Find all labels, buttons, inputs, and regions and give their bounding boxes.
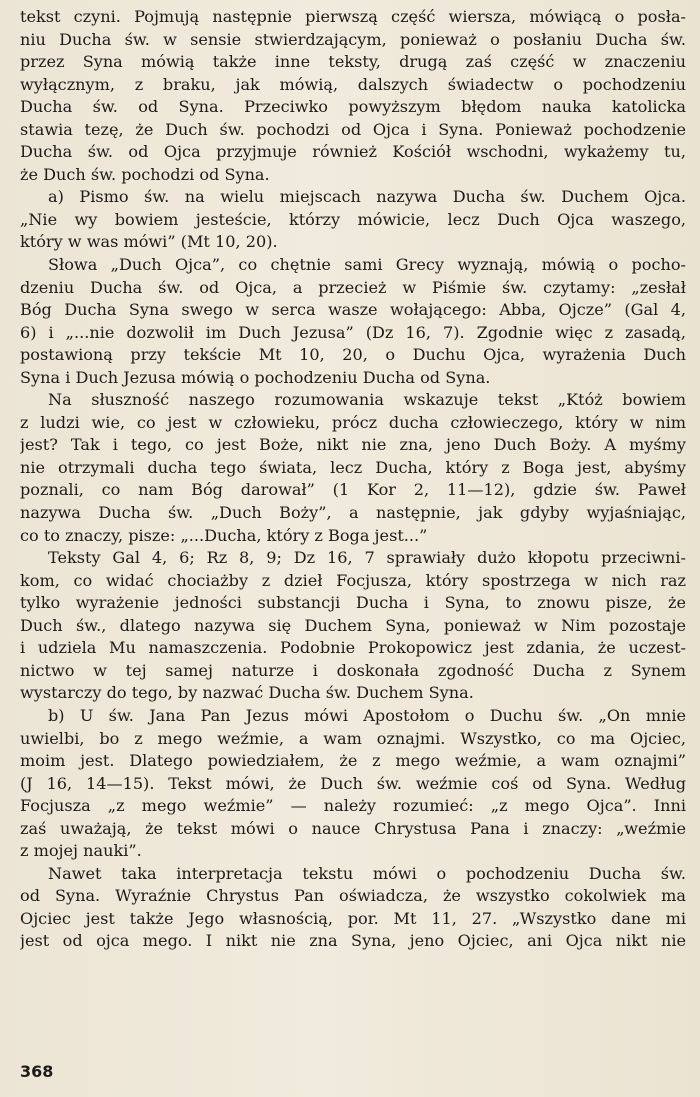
text-line: nictwo w tej samej naturze i doskonała zgodność Ducha z Synem: [20, 660, 686, 680]
text-line: 6) i „...nie dozwolił im Duch Jezusa” (Dz 16, 7). Zgodnie więc z zasadą,: [20, 322, 686, 342]
paragraph-nawet: [20, 863, 686, 953]
text-line: Focjusza „z mego weźmie” — należy rozumieć: „z mego Ojca”. Inni: [20, 796, 686, 816]
text-line: i udziela Mu namaszczenia. Podobnie Prokopowicz jest zdania, że uczest-: [20, 638, 686, 658]
text-line: wystarczy do tego, by nazwać Ducha św. Duchem Syna.: [20, 683, 474, 703]
paragraph-duch-ojca: [20, 254, 686, 389]
text-line: Teksty Gal 4, 6; Rz 8, 9; Dz 16, 7 sprawiały dużo kłopotu przeciwni-: [48, 548, 686, 568]
paragraph-a: [20, 186, 686, 254]
text-line: Ducha św. od Ojca przyjmuje również Kościół wschodni, wykażemy tu,: [20, 142, 686, 162]
text-line: stawia tezę, że Duch św. pochodzi od Ojca i Syna. Ponieważ pochodzenie: [20, 119, 686, 139]
text-line: b) U św. Jana Pan Jezus mówi Apostołom o Duchu św. „On mnie: [48, 705, 686, 725]
text-line: Ducha św. od Syna. Przeciwko powyższym błędom nauka katolicka: [20, 97, 686, 117]
page-number: 368: [20, 1062, 54, 1081]
text-line: zaś uważają, że tekst mówi o nauce Chrystusa Pana i znaczy: „weźmie: [20, 818, 686, 838]
text-line: Na słuszność naszego rozumowania wskazuje tekst „Któż bowiem: [48, 390, 686, 410]
text-line: że Duch św. pochodzi od Syna.: [20, 164, 270, 184]
paragraph-teksty: [20, 547, 686, 705]
text-line: od Syna. Wyraźnie Chrystus Pan oświadcza, że wszystko cokolwiek ma: [20, 886, 686, 906]
text-line: Duch św., dlatego nazywa się Duchem Syna, ponieważ w Nim pozostaje: [20, 615, 686, 635]
text-line: „Nie wy bowiem jesteście, którzy mówicie, lecz Duch Ojca waszego,: [20, 209, 686, 229]
text-line: Słowa „Duch Ojca”, co chętnie sami Grecy wyznają, mówią o pocho-: [48, 255, 686, 275]
text-line: nie otrzymali ducha tego świata, lecz Ducha, który z Boga jest, abyśmy: [20, 457, 686, 477]
body-text: [20, 6, 686, 953]
text-line: postawioną przy tekście Mt 10, 20, o Duchu Ojca, wyrażenia Duch: [20, 345, 686, 365]
paragraph-intro: [20, 6, 686, 186]
text-line: przez Syna mówią także inne teksty, drugą zaś część w znaczeniu: [20, 52, 686, 72]
text-line: co to znaczy, pisze: „...Ducha, który z Boga jest...”: [20, 525, 428, 545]
text-line: Nawet taka interpretacja tekstu mówi o pochodzeniu Ducha św.: [48, 863, 686, 883]
text-line: Bóg Ducha Syna swego w serca wasze wołającego: Abba, Ojcze” (Gal 4,: [20, 300, 686, 320]
paragraph-b: [20, 705, 686, 863]
text-line: niu Ducha św. w sensie stwierdzającym, ponieważ o posłaniu Ducha św.: [20, 29, 686, 49]
text-line: kom, co widać chociażby z dzieł Focjusza, który spostrzega w nich raz: [20, 570, 686, 590]
text-line: z mojej nauki”.: [20, 841, 142, 861]
text-line: z ludzi wie, co jest w człowieku, prócz ducha człowieczego, który w nim: [20, 412, 686, 432]
text-line: Ojciec jest także Jego własnością, por. Mt 11, 27. „Wszystko dane mi: [20, 908, 686, 928]
paragraph-slusznosc: [20, 389, 686, 547]
text-line: jest? Tak i tego, co jest Boże, nikt nie zna, jeno Duch Boży. A myśmy: [20, 435, 686, 455]
text-line: (J 16, 14—15). Tekst mówi, że Duch św. weźmie coś od Syna. Według: [20, 773, 686, 793]
text-line: dzeniu Ducha św. od Ojca, a przecież w Piśmie św. czytamy: „zesłał: [20, 277, 686, 297]
text-line: tekst czyni. Pojmują następnie pierwszą część wiersza, mówiącą o posła-: [20, 7, 686, 26]
text-line: moim jest. Dlatego powiedziałem, że z mego weźmie, a wam oznajmi”: [20, 751, 686, 771]
text-line: nazywa Ducha św. „Duch Boży”, a następnie, jak gdyby wyjaśniając,: [20, 503, 686, 523]
text-line: uwielbi, bo z mego weźmie, a wam oznajmi. Wszystko, co ma Ojciec,: [20, 728, 686, 748]
text-line: który w was mówi” (Mt 10, 20).: [20, 232, 278, 252]
text-line: Syna i Duch Jezusa mówią o pochodzeniu Ducha od Syna.: [20, 367, 491, 387]
text-line: poznali, co nam Bóg darował” (1 Kor 2, 11—12), gdzie św. Paweł: [20, 480, 686, 500]
text-line: wyłącznym, z braku, jak mówią, dalszych świadectw o pochodzeniu: [20, 74, 686, 94]
text-line: jest od ojca mego. I nikt nie zna Syna, jeno Ojciec, ani Ojca nikt nie: [20, 931, 686, 951]
text-line: a) Pismo św. na wielu miejscach nazywa Ducha św. Duchem Ojca.: [48, 187, 686, 207]
text-line: tylko wyrażenie jedności substancji Ducha i Syna, to znowu pisze, że: [20, 593, 686, 613]
